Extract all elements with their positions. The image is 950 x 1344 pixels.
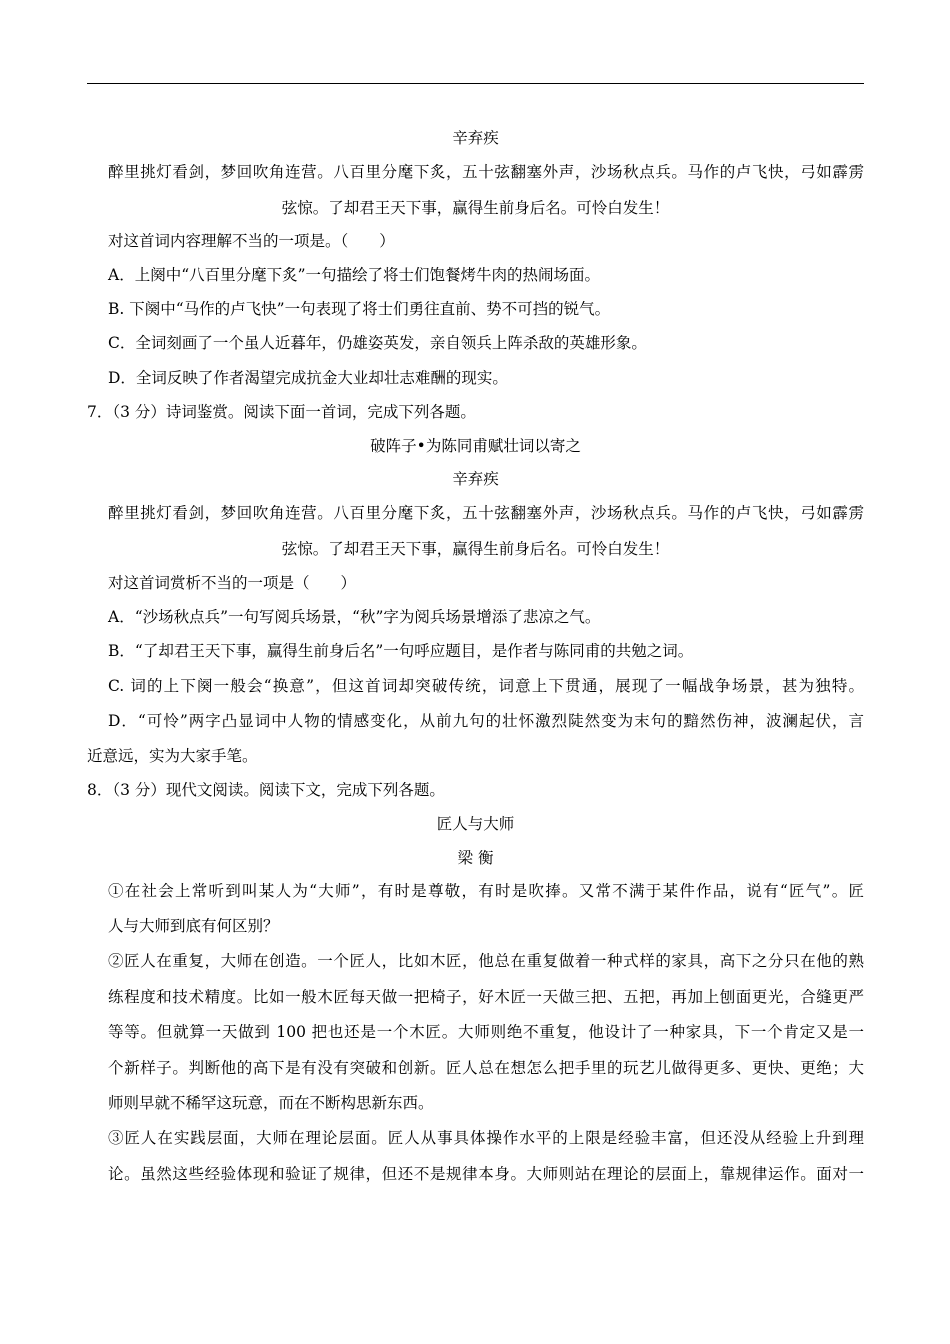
q7-author: 辛弃疾 bbox=[452, 470, 499, 488]
q7-option-d-line-1: D．“可怜”两字凸显词中人物的情感变化，从前九句的壮怀激烈陡然变为末句的黯然伤神，波澜起伏，言 bbox=[108, 712, 864, 730]
paragraph-2-line: ②匠人在重复，大师在创造。一个匠人，比如木匠，他总在重复做着一种式样的家具，高下之分只在他的熟 bbox=[108, 952, 864, 970]
q6-prompt: 对这首词内容理解不当的一项是。（ ） bbox=[108, 232, 395, 250]
q7-option-a: A．“沙场秋点兵”一句写阅兵场景，“秋”字为阅兵场景增添了悲凉之气。 bbox=[108, 608, 601, 626]
q7-option-d-line-2: 近意远，实为大家手笔。 bbox=[87, 747, 258, 765]
q6-option-d: D．全词反映了作者渴望完成抗金大业却壮志难酬的现实。 bbox=[108, 369, 508, 387]
q6-option-b: B. 下阕中“马作的卢飞快”一句表现了将士们勇往直前、势不可挡的锐气。 bbox=[108, 300, 611, 318]
q6-option-a: A．上阕中“八百里分麾下炙”一句描绘了将士们饱餐烤牛肉的热闹场面。 bbox=[108, 266, 601, 284]
paragraph-3-line: ③匠人在实践层面，大师在理论层面。匠人从事具体操作水平的上限是经验丰富，但还没从经验上升到理 bbox=[108, 1129, 864, 1147]
q7-poem-line-1: 醉里挑灯看剑，梦回吹角连营。八百里分麾下炙，五十弦翻塞外声，沙场秋点兵。马作的卢飞快，弓如霹雳 bbox=[108, 504, 864, 522]
q7-prompt: 对这首词赏析不当的一项是（ ） bbox=[108, 574, 357, 592]
paragraph-2-line: 个新样子。判断他的高下是有没有突破和创新。匠人总在想怎么把手里的玩艺儿做得更多、更快、更绝；大 bbox=[108, 1059, 864, 1077]
paragraph-2-line: 师则早就不稀罕这玩意，而在不断构思新东西。 bbox=[108, 1094, 434, 1112]
q7-header: 7．（3 分）诗词鉴赏。阅读下面一首词，完成下列各题。 bbox=[87, 403, 476, 421]
q6-author: 辛弃疾 bbox=[452, 129, 499, 147]
paragraph-1-line: 人与大师到底有何区别？ bbox=[108, 917, 279, 935]
q7-option-c: C. 词的上下阕一般会“换意”，但这首词却突破传统，词意上下贯通，展现了一幅战争场景，甚为独特。 bbox=[108, 677, 864, 695]
q6-option-c: C．全词刻画了一个虽人近暮年，仍雄姿英发，亲自领兵上阵杀敌的英雄形象。 bbox=[108, 334, 647, 352]
paragraph-2-line: 等等。但就算一天做到 100 把也还是一个木匠。大师则绝不重复，他设计了一种家具，下一个肯定又是一 bbox=[108, 1023, 864, 1041]
q8-article-title: 匠人与大师 bbox=[436, 815, 515, 833]
paragraph-3-line: 论。虽然这些经验体现和验证了规律，但还不是规律本身。大师则站在理论的层面上，靠规律运作。面对一 bbox=[108, 1165, 864, 1183]
q8-header: 8．（3 分）现代文阅读。阅读下文，完成下列各题。 bbox=[87, 781, 445, 799]
q8-article-author: 梁 衡 bbox=[457, 849, 494, 867]
q6-poem-line-1: 醉里挑灯看剑，梦回吹角连营。八百里分麾下炙，五十弦翻塞外声，沙场秋点兵。马作的卢飞快，弓如霹雳 bbox=[108, 163, 864, 181]
q6-poem-line-2: 弦惊。了却君王天下事，赢得生前身后名。可怜白发生！ bbox=[281, 199, 670, 217]
paragraph-2-line: 练程度和技术精度。比如一般木匠每天做一把椅子，好木匠一天做三把、五把，再加上刨面更光，合缝更严 bbox=[108, 988, 864, 1006]
q7-option-b: B．“了却君王天下事，赢得生前身后名”一句呼应题目，是作者与陈同甫的共勉之词。 bbox=[108, 642, 694, 660]
q7-poem-line-2: 弦惊。了却君王天下事，赢得生前身后名。可怜白发生！ bbox=[281, 540, 670, 558]
header-rule bbox=[87, 83, 864, 84]
q7-poem-title: 破阵子•为陈同甫赋壮词以寄之 bbox=[370, 437, 581, 455]
paragraph-1-line: ①在社会上常听到叫某人为“大师”，有时是尊敬，有时是吹捧。又常不满于某件作品，说有“匠气”。匠 bbox=[108, 882, 864, 900]
